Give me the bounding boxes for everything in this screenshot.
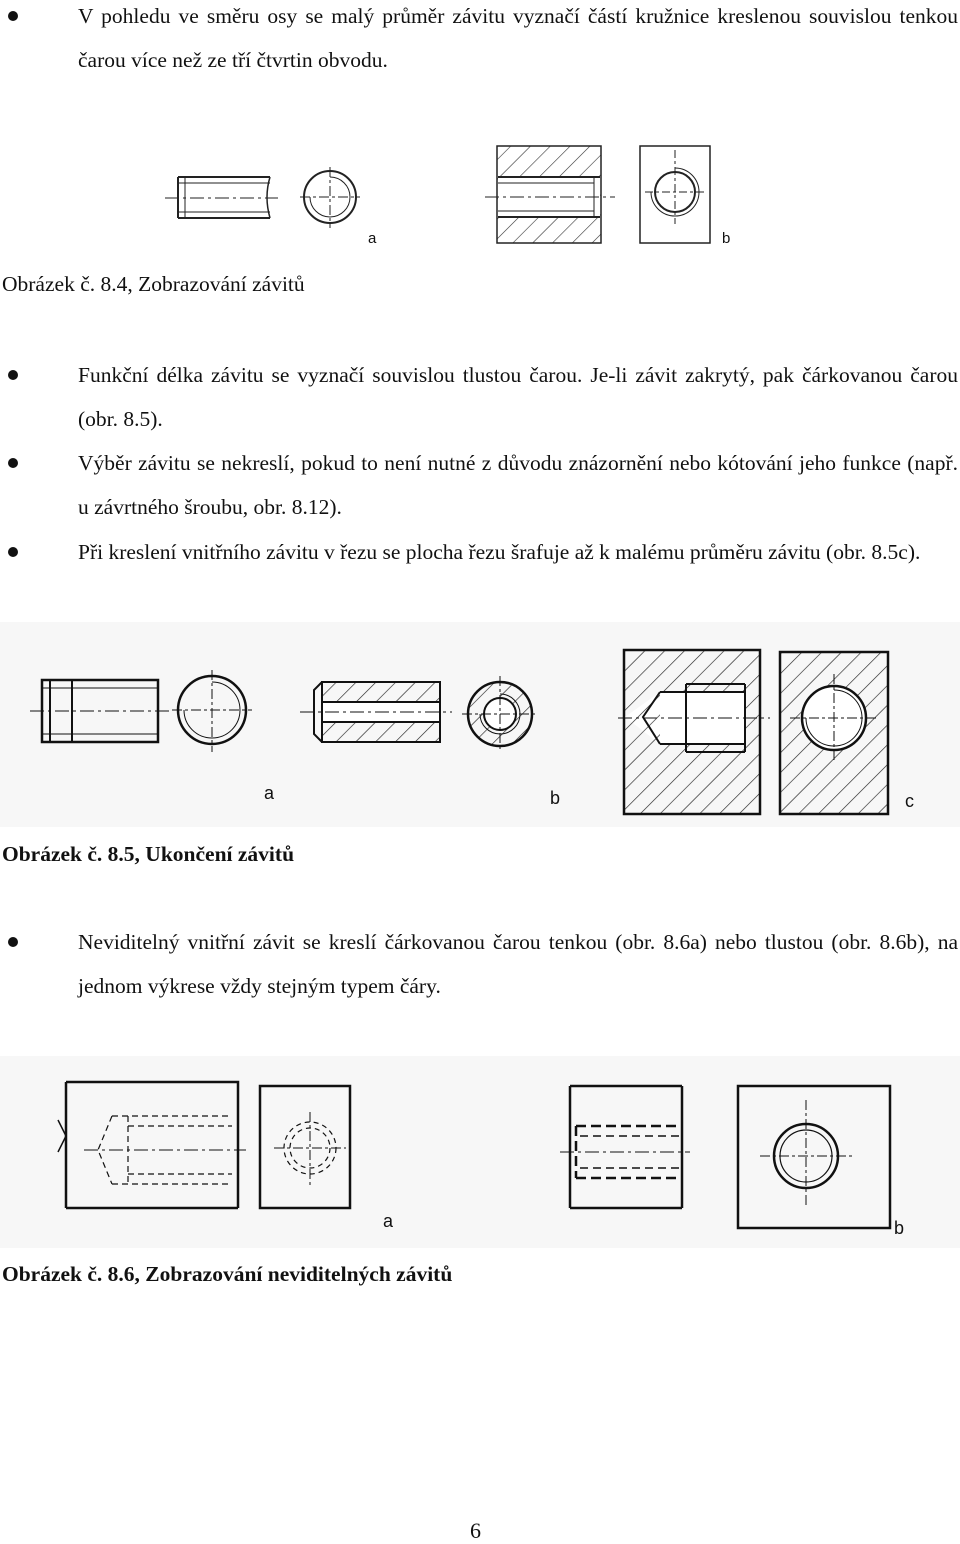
bullet-dot	[8, 547, 18, 557]
bullet-dot	[8, 458, 18, 468]
figure-8-5-caption: Obrázek č. 8.5, Ukončení závitů	[2, 842, 295, 866]
figure-8-6-caption: Obrázek č. 8.6, Zobrazování neviditelných závitů	[2, 1262, 453, 1286]
fig85-label-b: b	[550, 788, 561, 808]
bullet-dot	[8, 11, 18, 21]
bullet-text-1: V pohledu ve směru osy se malý průměr závitu vyznačí částí kružnice kreslenou souvislou tenkou čarou více než ze tří čtvrtin obvodu.	[78, 4, 958, 72]
fig85-label-a: a	[264, 783, 275, 803]
fig85c-section	[618, 650, 770, 814]
fig84-label-b: b	[722, 230, 731, 247]
fig84-label-a: a	[368, 230, 377, 247]
bullet-text-2: Funkční délka závitu se vyznačí souvislou tlustou čarou. Je-li závit zakrytý, pak čárkovanou čarou (obr. 8.5).	[78, 363, 958, 431]
bullet-text-4: Při kreslení vnitřního závitu v řezu se plocha řezu šrafuje až k malému průměru závitu (obr. 8.5c).	[78, 540, 921, 564]
figure-8-4-caption: Obrázek č. 8.4, Zobrazování závitů	[2, 272, 305, 296]
bullet-dot	[8, 370, 18, 380]
fig85c-end-view	[780, 652, 888, 814]
page-number: 6	[470, 1518, 481, 1543]
fig84b-end-view	[640, 146, 710, 243]
figure-8-6-drawing	[0, 1056, 960, 1248]
fig85-label-c: c	[905, 791, 914, 811]
figure-8-5-drawing	[0, 622, 960, 827]
fig84b-section	[485, 146, 615, 243]
fig84a-end-view	[300, 167, 360, 228]
fig86-label-a: a	[383, 1211, 394, 1231]
figure-8-4-drawing	[160, 140, 750, 250]
bullet-dot	[8, 937, 18, 947]
fig86-label-b: b	[894, 1218, 905, 1238]
bullet-text-5: Neviditelný vnitřní závit se kreslí čárkovanou čarou tenkou (obr. 8.6a) nebo tlustou (obr. 8.6b), na jednom výkrese vždy stejným typem čáry.	[78, 930, 958, 998]
fig84a-side-view	[165, 177, 278, 218]
fig85b-section	[300, 682, 452, 742]
bullet-text-3: Výběr závitu se nekreslí, pokud to není nutné z důvodu znázornění nebo kótování jeho funkce (např. u závrtného šroubu, obr. 8.12).	[78, 451, 958, 519]
